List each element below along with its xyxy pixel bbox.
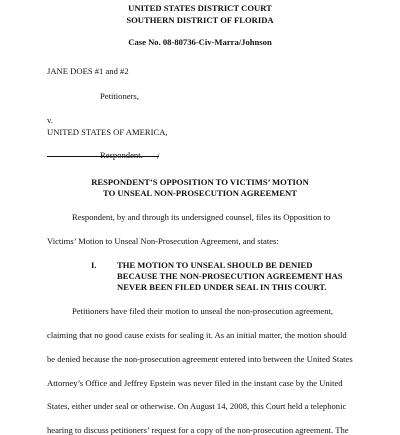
paragraph-1-line-3: be denied because the non-prosecution agreement entered into between the United States [47,354,353,364]
document-title-line-2: TO UNSEAL NON-PROSECUTION AGREEMENT [103,188,297,198]
caption-respondent-label: Respondent. [100,150,143,160]
section-heading-line-1: THE MOTION TO UNSEAL SHOULD BE DENIED [117,260,313,270]
caption-versus: v. [47,115,53,125]
court-name-line-1: UNITED STATES DISTRICT COURT [128,3,272,13]
intro-line-2: Victims’ Motion to Unseal Non-Prosecution Agreement, and states: [47,236,279,246]
intro-line-1: Respondent, by and through its undersigned counsel, files its Opposition to [72,212,331,222]
court-name-line-2: SOUTHERN DISTRICT OF FLORIDA [126,15,274,25]
paragraph-1-line-2: claiming that no good cause exists for sealing it. As an initial matter, the motion should [47,330,347,340]
caption-plaintiffs: JANE DOES #1 and #2 [47,66,129,76]
paragraph-1-line-1: Petitioners have filed their motion to unseal the non-prosecution agreement, [72,306,334,316]
section-heading-line-3: NEVER BEEN FILED UNDER SEAL IN THIS COURT. [117,282,327,292]
section-number: I. [91,260,97,270]
section-heading-line-2: BECAUSE THE NON-PROSECUTION AGREEMENT HAS [117,271,343,281]
case-number: Case No. 08-80736-Civ-Marra/Johnson [128,37,272,47]
paragraph-1-line-4: Attorney’s Office and Jeffrey Epstein was never filed in the instant case by the United [47,378,343,388]
caption-petitioners-label: Petitioners, [100,91,139,101]
caption-divider-slash: / [157,151,160,161]
caption-defendant: UNITED STATES OF AMERICA, [47,127,168,137]
document-title-line-1: RESPONDENT’S OPPOSITION TO VICTIMS’ MOTION [91,177,309,187]
paragraph-1-line-6: hearing to discuss petitioners’ request for a copy of the non-prosecution agreement. The [47,425,349,435]
paragraph-1-line-5: States, either under seal or otherwise. On August 14, 2008, this Court held a telephonic [47,401,347,411]
caption-divider-line [47,156,159,157]
